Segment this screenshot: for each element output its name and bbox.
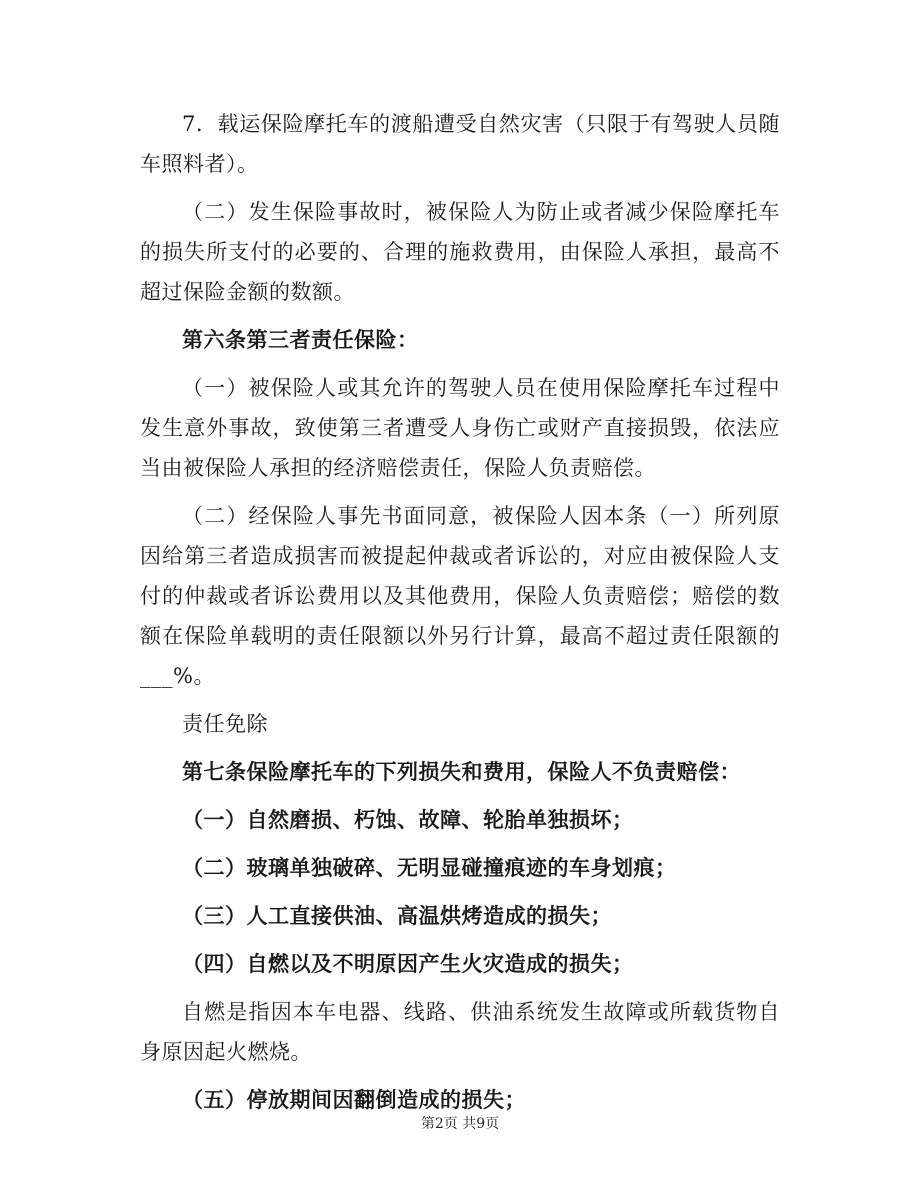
exclusion-item-1: （一）自然磨损、朽蚀、故障、轮胎单独损坏；	[182, 807, 634, 832]
exclusion-item-4: （四）自燃以及不明原因产生火灾造成的损失；	[182, 951, 634, 976]
exclusion-item-2: （二）玻璃单独破碎、无明显碰撞痕迹的车身划痕；	[182, 855, 677, 880]
document-body	[140, 104, 780, 1120]
paragraph-third-party-1: （一）被保险人或其允许的驾驶人员在使用保险摩托车过程中发生意外事故，致使第三者遭受人身伤亡或财产直接损毁，依法应当由被保险人承担的经济赔偿责任，保险人负责赔偿。	[140, 376, 780, 480]
article-7-heading: 第七条保险摩托车的下列损失和费用，保险人不负责赔偿：	[182, 759, 741, 784]
exclusion-item-3: （三）人工直接供油、高温烘烤造成的损失；	[182, 903, 612, 928]
paragraph-spontaneous-combustion: 自燃是指因本车电器、线路、供油系统发生故障或所载货物自身原因起火燃烧。	[140, 1000, 780, 1064]
section-heading-exclusions: 责任免除	[182, 712, 268, 736]
paragraph-item-7: 7．载运保险摩托车的渡船遭受自然灾害（只限于有驾驶人员随车照料者）。	[140, 112, 780, 176]
page-number-footer: 第2页 共9页	[420, 1116, 500, 1132]
paragraph-third-party-2: （二）经保险人事先书面同意，被保险人因本条（一）所列原因给第三者造成损害而被提起仲裁或者诉讼的，对应由被保险人支付的仲裁或者诉讼费用以及其他费用，保险人负责赔偿；赔偿的数额在保险单载明的责任限额以外另行计算，最高不超过责任限额的___%。	[140, 504, 780, 688]
exclusion-item-5: （五）停放期间因翻倒造成的损失；	[182, 1087, 526, 1112]
article-6-heading: 第六条第三者责任保险：	[182, 327, 419, 352]
paragraph-rescue-costs: （二）发生保险事故时，被保险人为防止或者减少保险摩托车的损失所支付的必要的、合理的施救费用，由保险人承担，最高不超过保险金额的数额。	[140, 200, 780, 304]
